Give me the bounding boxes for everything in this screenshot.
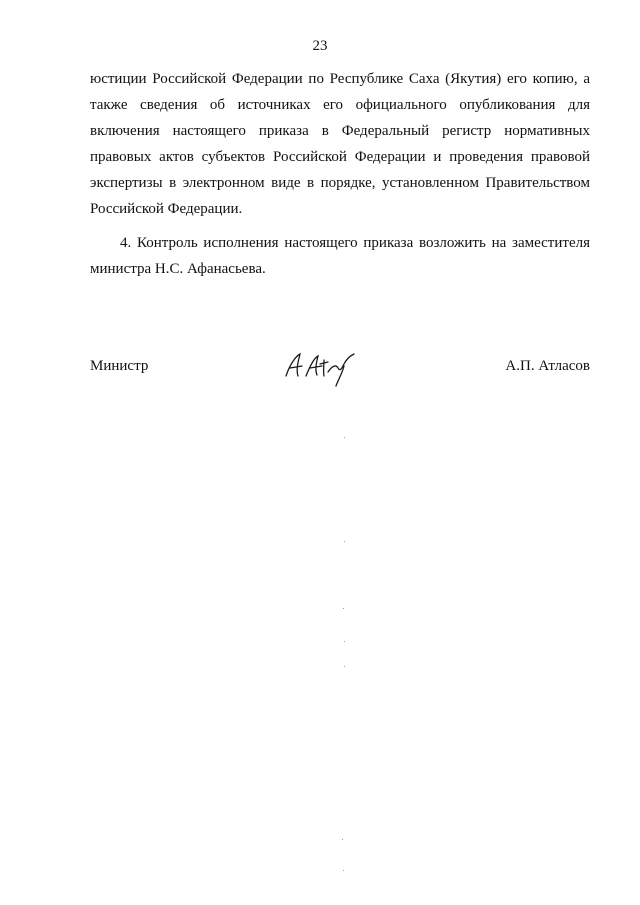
scan-speck [344, 541, 345, 542]
paragraph-line: включения настоящего приказа в Федеральный регистр нормативных [90, 123, 590, 139]
paragraph-line: Российской Федерации. [90, 201, 243, 217]
scan-speck [343, 608, 344, 609]
scan-speck [343, 870, 344, 871]
paragraph-line: экспертизы в электронном виде в порядке, установленном Правительством [90, 175, 590, 191]
paragraph-registry [90, 66, 590, 222]
scan-speck [344, 666, 345, 667]
scan-speck [344, 437, 345, 438]
paragraph-line: также сведения об источниках его официального опубликования для [90, 97, 590, 113]
signatory-name: А.П. Атласов [505, 358, 590, 374]
paragraph-line: 4. Контроль исполнения настоящего приказа возложить на заместителя [120, 235, 590, 251]
scan-speck [342, 839, 343, 840]
paragraph-line: юстиции Российской Федерации по Республике Саха (Якутия) его копию, а [90, 71, 590, 87]
signatory-title: Министр [90, 358, 149, 374]
scan-speck [344, 641, 345, 642]
paragraph-control [90, 230, 590, 282]
page-number: 23 [312, 38, 328, 54]
paragraph-line: министра Н.С. Афанасьева. [90, 261, 266, 277]
signature-block [90, 356, 590, 396]
handwritten-signature [280, 346, 360, 390]
paragraph-line: правовых актов субъектов Российской Федерации и проведения правовой [90, 149, 590, 165]
